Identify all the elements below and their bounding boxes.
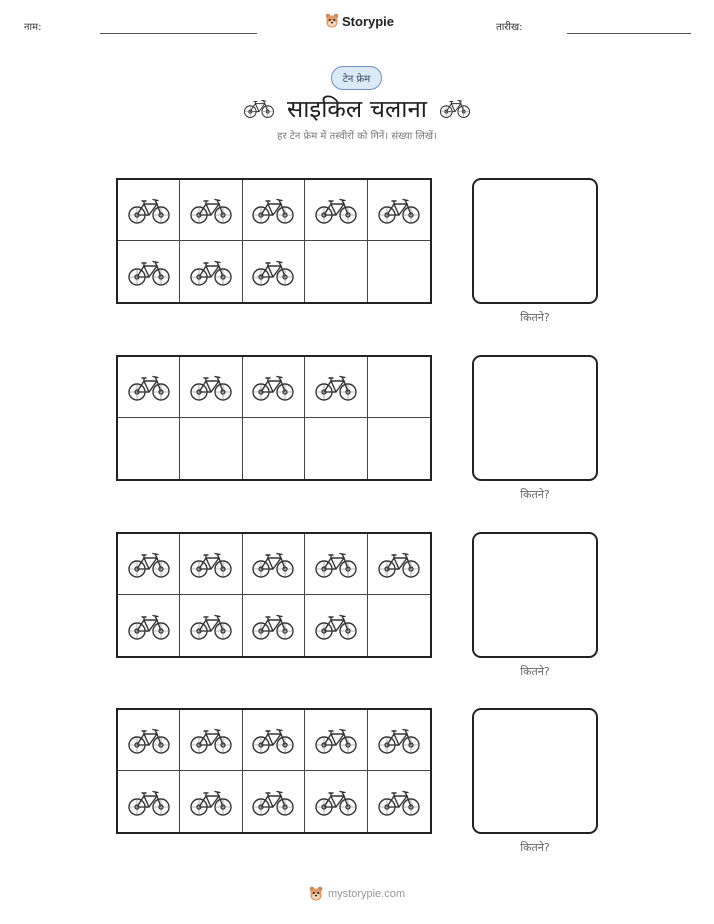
frame-cell [118, 771, 180, 832]
frame-cell [368, 418, 430, 479]
bicycle-icon [243, 97, 275, 119]
bicycle-icon [189, 549, 233, 579]
bicycle-icon [127, 257, 171, 287]
bicycle-icon [127, 725, 171, 755]
bicycle-icon [127, 549, 171, 579]
bicycle-icon [189, 787, 233, 817]
frame-cell [118, 241, 180, 302]
bicycle-icon [127, 611, 171, 641]
frame-cell [368, 241, 430, 302]
frame-cell [305, 534, 367, 595]
frame-cell [243, 710, 305, 771]
bicycle-icon [251, 611, 295, 641]
answer-prompt-3: कितने? [520, 665, 550, 678]
bicycle-icon [314, 549, 358, 579]
bicycle-icon [314, 725, 358, 755]
page-title: साइकिल चलाना [286, 94, 428, 123]
bicycle-icon [439, 97, 471, 119]
frame-cell [180, 418, 242, 479]
frame-cell [180, 241, 242, 302]
frame-cell [180, 534, 242, 595]
frame-cell [118, 357, 180, 418]
frame-cell [305, 771, 367, 832]
frame-cell [243, 771, 305, 832]
frame-cell [180, 595, 242, 656]
footer [0, 886, 714, 902]
bicycle-icon [377, 549, 421, 579]
frame-cell [118, 595, 180, 656]
frame-cell [243, 418, 305, 479]
answer-box-4[interactable] [472, 708, 598, 834]
ten-frame-4 [116, 708, 432, 834]
frame-cell [180, 710, 242, 771]
bicycle-icon [189, 257, 233, 287]
bicycle-icon [189, 372, 233, 402]
answer-prompt-1: कितने? [520, 311, 550, 324]
frame-cell [368, 710, 430, 771]
bicycle-icon [314, 787, 358, 817]
bicycle-icon [251, 787, 295, 817]
frame-cell [368, 534, 430, 595]
bicycle-icon [127, 372, 171, 402]
frame-cell [305, 710, 367, 771]
frame-cell [118, 418, 180, 479]
frame-cell [305, 595, 367, 656]
bicycle-icon [377, 725, 421, 755]
bicycle-icon [377, 787, 421, 817]
answer-prompt-2: कितने? [520, 488, 550, 501]
title-row [0, 88, 714, 128]
answer-box-3[interactable] [472, 532, 598, 658]
bicycle-icon [377, 195, 421, 225]
bicycle-icon [251, 372, 295, 402]
brand-logo [325, 13, 394, 29]
date-field[interactable] [567, 33, 691, 34]
ten-frame-3 [116, 532, 432, 658]
bicycle-icon [127, 195, 171, 225]
frame-cell [243, 534, 305, 595]
frame-cell [305, 180, 367, 241]
answer-box-2[interactable] [472, 355, 598, 481]
bicycle-icon [314, 195, 358, 225]
bicycle-icon [314, 611, 358, 641]
bicycle-icon [189, 725, 233, 755]
name-field[interactable] [100, 33, 257, 34]
brand-name: Storypie [342, 13, 395, 29]
bicycle-icon [251, 549, 295, 579]
frame-cell [118, 180, 180, 241]
frame-cell [180, 357, 242, 418]
frame-cell [368, 595, 430, 656]
date-label: तारीख: [496, 22, 523, 33]
bicycle-icon [127, 787, 171, 817]
frame-cell [118, 534, 180, 595]
mascot-icon [309, 886, 323, 902]
frame-cell [243, 180, 305, 241]
frame-cell [305, 418, 367, 479]
frame-cell [118, 710, 180, 771]
frame-cell [305, 357, 367, 418]
instructions: हर टेन फ्रेम में तस्वीरों को गिनें। संख्या लिखें। [277, 131, 437, 142]
bicycle-icon [251, 257, 295, 287]
frame-cell [368, 357, 430, 418]
bicycle-icon [314, 372, 358, 402]
answer-box-1[interactable] [472, 178, 598, 304]
topic-badge: टेन फ्रेम [331, 66, 382, 90]
ten-frame-1 [116, 178, 432, 304]
frame-cell [305, 241, 367, 302]
frame-cell [368, 180, 430, 241]
mascot-icon [325, 13, 339, 29]
frame-cell [368, 771, 430, 832]
frame-cell [180, 180, 242, 241]
bicycle-icon [189, 611, 233, 641]
answer-prompt-4: कितने? [520, 841, 550, 854]
ten-frame-2 [116, 355, 432, 481]
frame-cell [243, 357, 305, 418]
name-label: नाम: [24, 22, 42, 33]
bicycle-icon [251, 725, 295, 755]
frame-cell [243, 241, 305, 302]
frame-cell [243, 595, 305, 656]
bicycle-icon [189, 195, 233, 225]
frame-cell [180, 771, 242, 832]
footer-url: mystorypie.com [327, 888, 406, 900]
bicycle-icon [251, 195, 295, 225]
